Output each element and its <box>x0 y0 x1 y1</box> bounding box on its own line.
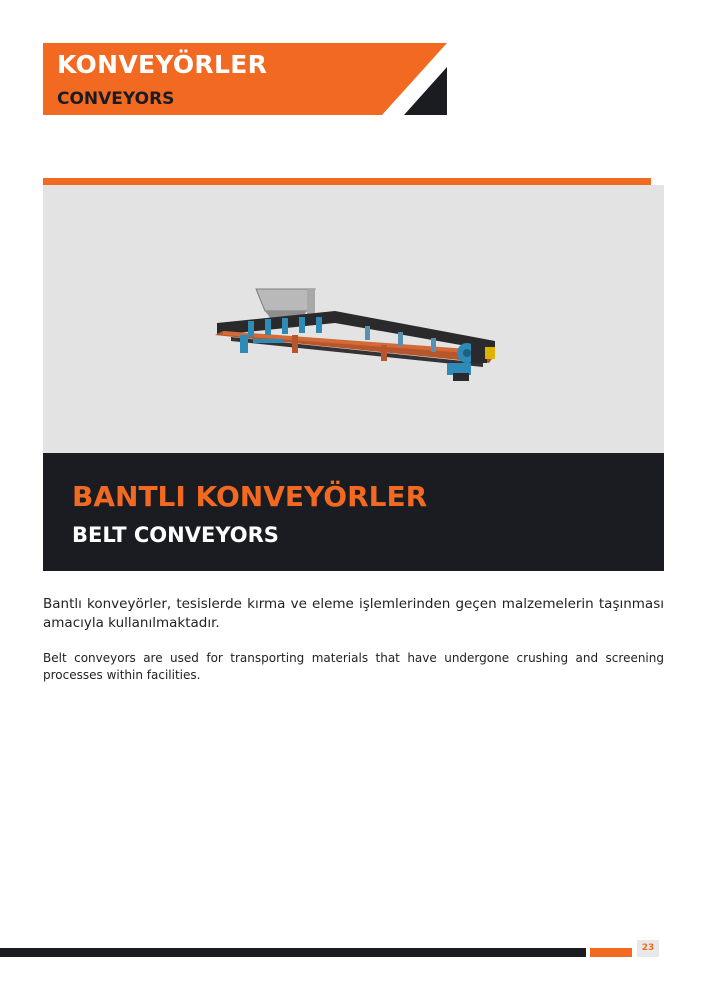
description-turkish: Bantlı konveyörler, tesislerde kırma ve eleme işlemlerinden geçen malzemelerin taşınması amacıyla kullanılmaktadır. <box>43 596 664 631</box>
accent-divider <box>43 178 651 185</box>
belt-conveyor-illustration <box>43 185 664 453</box>
footer-bar <box>0 948 586 957</box>
section-subtitle: BELT CONVEYORS <box>72 523 279 547</box>
section-title: BANTLI KONVEYÖRLER <box>72 480 428 513</box>
header-title: KONVEYÖRLER <box>57 50 268 79</box>
footer-accent <box>590 948 632 957</box>
section-title-box <box>43 453 664 571</box>
product-image <box>43 185 664 453</box>
description-english: Belt conveyors are used for transporting materials that have undergone crushing and screening processes within facilities. <box>43 651 664 682</box>
header-subtitle: CONVEYORS <box>57 89 175 109</box>
page-number: 23 <box>637 940 659 957</box>
